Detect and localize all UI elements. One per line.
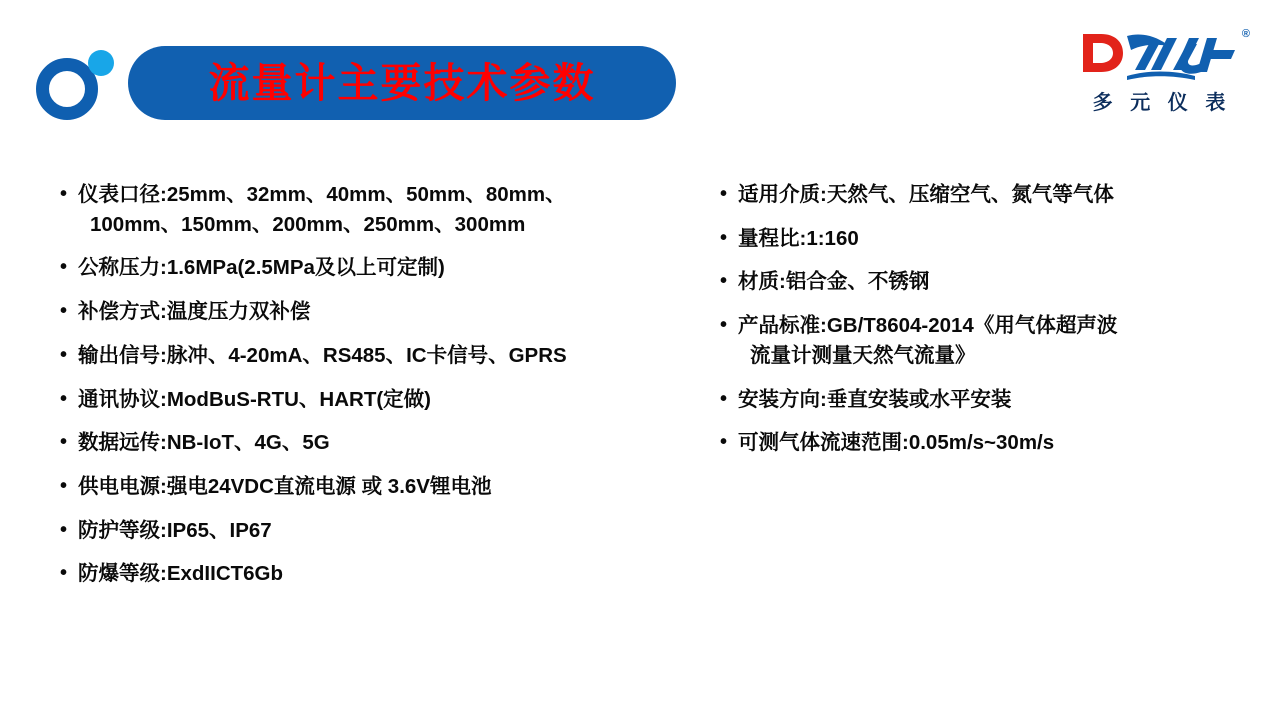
registered-mark: ® — [1241, 28, 1250, 40]
spec-text: 输出信号:脉冲、4-20mA、RS485、IC卡信号、GPRS — [78, 343, 567, 367]
list-item — [58, 516, 708, 546]
page-title: 流量计主要技术参数 — [208, 59, 596, 106]
page-title-banner — [128, 46, 676, 120]
list-item — [58, 385, 708, 415]
brand-block — [1072, 26, 1252, 122]
circle-ring-logo-icon — [36, 44, 116, 120]
right-spec-column — [718, 180, 1258, 472]
list-item — [718, 428, 1258, 458]
list-item — [718, 311, 1258, 370]
list-item — [58, 253, 708, 283]
spec-text: 补偿方式:温度压力双补偿 — [78, 300, 311, 324]
list-item — [58, 341, 708, 371]
spec-text: 适用介质:天然气、压缩空气、氮气等气体 — [738, 183, 1114, 206]
spec-text: 防爆等级:ExdIICT6Gb — [78, 562, 284, 586]
spec-text: 可测气体流速范围:0.05m/s~30m/s — [738, 431, 1055, 455]
spec-text: 防护等级:IP65、IP67 — [78, 518, 272, 542]
logo-dot-shape — [88, 50, 114, 76]
spec-text: 通讯协议:ModBuS-RTU、HART(定做) — [78, 387, 431, 411]
spec-text: 供电电源:强电24VDC直流电源 或 3.6V锂电池 — [78, 475, 492, 499]
list-item — [58, 297, 708, 327]
list-item — [718, 180, 1258, 210]
slide-header — [0, 0, 1280, 150]
spec-text: 公称压力:1.6MPa(2.5MPa及以上可定制) — [78, 256, 445, 280]
left-spec-list — [58, 180, 708, 589]
list-item — [58, 559, 708, 589]
list-item — [58, 180, 708, 239]
spec-text: 产品标准:GB/T8604-2014《用气体超声波 — [738, 314, 1118, 338]
spec-text: 材质:铝合金、不锈钢 — [738, 270, 930, 294]
list-item — [718, 385, 1258, 415]
left-spec-column — [58, 180, 708, 603]
list-item — [718, 224, 1258, 254]
brand-name: 多 元 仪 表 — [1092, 92, 1232, 114]
list-item — [58, 472, 708, 502]
spec-text-cont: 100mm、150mm、200mm、250mm、300mm — [90, 212, 526, 236]
spec-text-cont: 流量计测量天然气流量》 — [750, 343, 976, 367]
list-item — [718, 267, 1258, 297]
right-spec-list — [718, 180, 1258, 458]
spec-text: 数据远传:NB-IoT、4G、5G — [78, 431, 330, 455]
spec-text: 量程比:1:160 — [738, 226, 859, 250]
spec-text: 安装方向:垂直安装或水平安装 — [738, 387, 1012, 411]
specs-content — [0, 180, 1280, 700]
spec-text: 仪表口径:25mm、32mm、40mm、50mm、80mm、 — [78, 183, 566, 206]
list-item — [58, 428, 708, 458]
dyhy-brand-logo-icon — [1072, 26, 1252, 84]
